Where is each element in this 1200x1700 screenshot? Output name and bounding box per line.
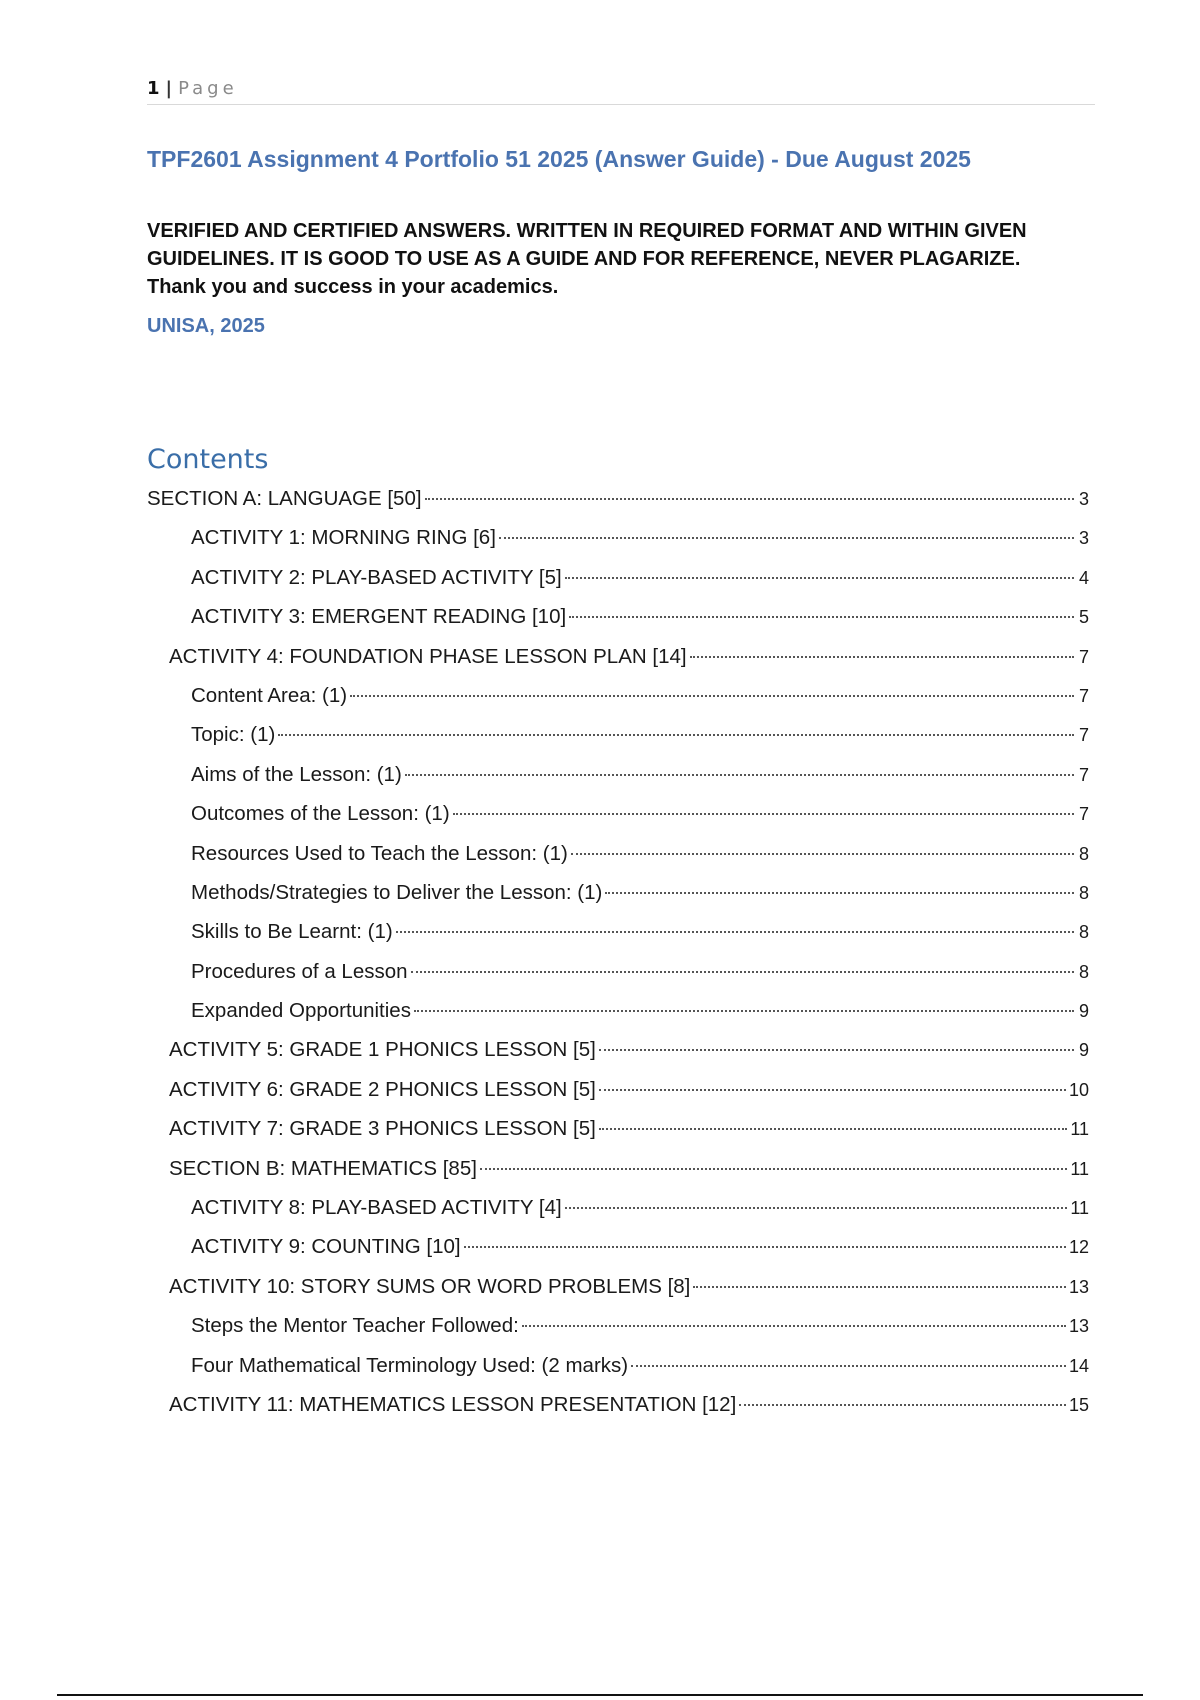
toc-entry-label: ACTIVITY 8: PLAY-BASED ACTIVITY [4] <box>191 1196 562 1220</box>
toc-entry-page: 7 <box>1078 804 1089 825</box>
toc-entry-label: ACTIVITY 4: FOUNDATION PHASE LESSON PLAN [14] <box>169 644 687 668</box>
toc-entry-label: Topic: (1) <box>191 723 276 747</box>
toc-entry-page: 8 <box>1078 882 1089 903</box>
toc-entry-page: 14 <box>1068 1355 1089 1376</box>
toc-entry-page: 11 <box>1070 1158 1089 1179</box>
toc-entry-label: ACTIVITY 9: COUNTING [10] <box>191 1235 461 1259</box>
page-separator: | <box>165 78 173 99</box>
toc-entry-label: ACTIVITY 2: PLAY-BASED ACTIVITY [5] <box>191 565 562 589</box>
toc-dot-leader <box>522 1325 1066 1327</box>
toc-entry-label: SECTION B: MATHEMATICS [85] <box>169 1156 477 1180</box>
toc-entry-page: 8 <box>1078 961 1089 982</box>
toc-dot-leader <box>599 1049 1074 1051</box>
toc-entry[interactable] <box>147 834 1089 873</box>
toc-dot-leader <box>739 1404 1066 1406</box>
toc-entry[interactable] <box>147 1149 1089 1188</box>
toc-entry-label: ACTIVITY 10: STORY SUMS OR WORD PROBLEMS [8] <box>169 1274 691 1298</box>
toc-dot-leader <box>631 1365 1066 1367</box>
toc-dot-leader <box>405 774 1074 776</box>
toc-entry-label: Skills to Be Learnt: (1) <box>191 920 393 944</box>
toc-entry[interactable] <box>147 637 1089 676</box>
toc-entry[interactable] <box>147 1109 1089 1148</box>
toc-entry-label: Steps the Mentor Teacher Followed: <box>191 1314 519 1338</box>
toc-entry[interactable] <box>147 1385 1089 1424</box>
toc-dot-leader <box>690 656 1074 658</box>
toc-dot-leader <box>414 1010 1074 1012</box>
toc-dot-leader <box>605 892 1074 894</box>
toc-entry-label: ACTIVITY 3: EMERGENT READING [10] <box>191 605 567 629</box>
organization-line: UNISA, 2025 <box>147 315 265 337</box>
toc-dot-leader <box>565 577 1074 579</box>
toc-entry[interactable] <box>147 676 1089 715</box>
toc-entry-label: ACTIVITY 1: MORNING RING [6] <box>191 526 496 550</box>
toc-entry-label: ACTIVITY 5: GRADE 1 PHONICS LESSON [5] <box>169 1038 596 1062</box>
toc-dot-leader <box>278 734 1074 736</box>
toc-entry[interactable] <box>147 1070 1089 1109</box>
toc-entry-page: 13 <box>1068 1316 1089 1337</box>
toc-entry-label: Methods/Strategies to Deliver the Lesson: (1) <box>191 880 603 904</box>
toc-dot-leader <box>425 498 1074 500</box>
toc-entry-page: 9 <box>1078 1040 1089 1061</box>
toc-entry-label: Four Mathematical Terminology Used: (2 marks) <box>191 1353 629 1377</box>
toc-entry[interactable] <box>147 912 1089 951</box>
toc-entry-page: 8 <box>1078 922 1089 943</box>
toc-entry-label: ACTIVITY 7: GRADE 3 PHONICS LESSON [5] <box>169 1117 596 1141</box>
toc-dot-leader <box>396 931 1074 933</box>
toc-dot-leader <box>480 1168 1067 1170</box>
toc-dot-leader <box>599 1128 1067 1130</box>
page-number: 1 <box>147 78 160 99</box>
toc-dot-leader <box>350 695 1074 697</box>
toc-entry-page: 7 <box>1078 685 1089 706</box>
toc-entry-page: 7 <box>1078 646 1089 667</box>
toc-entry[interactable] <box>147 873 1089 912</box>
toc-dot-leader <box>464 1246 1066 1248</box>
toc-entry-page: 8 <box>1078 843 1089 864</box>
toc-entry[interactable] <box>147 794 1089 833</box>
table-of-contents <box>147 479 1089 1424</box>
toc-entry[interactable] <box>147 597 1089 636</box>
toc-dot-leader <box>571 853 1074 855</box>
toc-entry[interactable] <box>147 1267 1089 1306</box>
document-notice: VERIFIED AND CERTIFIED ANSWERS. WRITTEN IN REQUIRED FORMAT AND WITHIN GIVEN GUIDELINES. IT IS GOOD TO USE AS A GUIDE AND FOR REFERENCE, NEVER PLAGARIZE. Thank you and success in your academics. <box>147 220 1027 298</box>
toc-entry-label: SECTION A: LANGUAGE [50] <box>147 487 422 510</box>
toc-entry[interactable] <box>147 518 1089 557</box>
toc-entry-label: Aims of the Lesson: (1) <box>191 762 402 786</box>
toc-entry[interactable] <box>147 1306 1089 1345</box>
toc-entry-label: ACTIVITY 11: MATHEMATICS LESSON PRESENTATION [12] <box>169 1392 737 1416</box>
toc-entry-page: 12 <box>1068 1237 1089 1258</box>
contents-heading: Contents <box>147 444 269 475</box>
toc-dot-leader <box>411 971 1074 973</box>
toc-entry[interactable] <box>147 991 1089 1030</box>
toc-entry-label: Resources Used to Teach the Lesson: (1) <box>191 841 568 865</box>
toc-entry-page: 13 <box>1068 1276 1089 1297</box>
toc-entry[interactable] <box>147 1188 1089 1227</box>
toc-dot-leader <box>499 537 1074 539</box>
toc-entry-page: 5 <box>1078 607 1089 628</box>
toc-entry-page: 9 <box>1078 1001 1089 1022</box>
document-title: TPF2601 Assignment 4 Portfolio 51 2025 (Answer Guide) - Due August 2025 <box>147 146 971 172</box>
page-word: Page <box>178 78 238 99</box>
footer-rule <box>57 1694 1143 1696</box>
toc-entry[interactable] <box>147 1030 1089 1069</box>
toc-dot-leader <box>569 616 1074 618</box>
toc-entry-page: 4 <box>1078 567 1089 588</box>
toc-entry[interactable] <box>147 952 1089 991</box>
toc-dot-leader <box>565 1207 1068 1209</box>
toc-entry-label: ACTIVITY 6: GRADE 2 PHONICS LESSON [5] <box>169 1077 596 1101</box>
toc-entry[interactable] <box>147 1346 1089 1385</box>
toc-entry-page: 15 <box>1068 1394 1089 1415</box>
toc-entry[interactable] <box>147 715 1089 754</box>
toc-entry-label: Outcomes of the Lesson: (1) <box>191 802 450 826</box>
toc-entry-label: Expanded Opportunities <box>191 999 411 1023</box>
toc-entry-label: Procedures of a Lesson <box>191 959 408 983</box>
toc-entry[interactable] <box>147 479 1089 518</box>
toc-dot-leader <box>599 1089 1066 1091</box>
toc-entry-page: 3 <box>1078 489 1089 509</box>
toc-entry-page: 11 <box>1070 1198 1089 1219</box>
toc-entry[interactable] <box>147 1227 1089 1266</box>
toc-dot-leader <box>453 813 1074 815</box>
toc-entry-page: 10 <box>1068 1079 1089 1100</box>
toc-entry-page: 7 <box>1078 764 1089 785</box>
toc-entry[interactable] <box>147 558 1089 597</box>
toc-entry-page: 11 <box>1070 1119 1089 1140</box>
page-header <box>147 74 1095 105</box>
toc-entry-page: 7 <box>1078 725 1089 746</box>
toc-entry-label: Content Area: (1) <box>191 683 348 707</box>
toc-entry-page: 3 <box>1078 528 1089 549</box>
toc-dot-leader <box>693 1286 1066 1288</box>
toc-entry[interactable] <box>147 755 1089 794</box>
